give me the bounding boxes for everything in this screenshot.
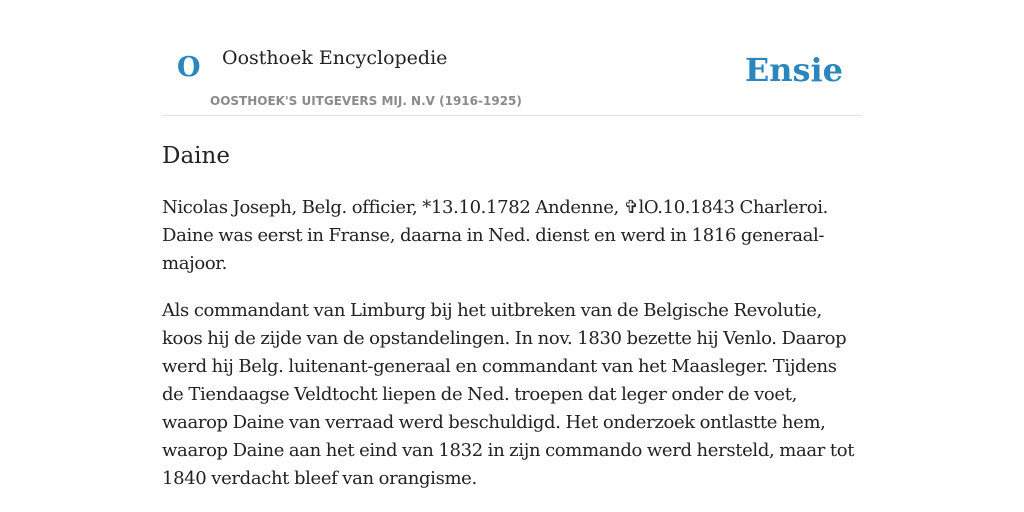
entry-paragraph: Als commandant van Limburg bij het uitbreken van de Belgische Revolutie, koos hij de zijde van de opstandelingen. In nov. 1830 bezette hij Venlo. Daarop werd hij Belg. luitenant-generaal en commandant van het Maasleger. Tijdens de Tiendaagse Veldtocht liepen de Ned. troepen dat leger onder de voet, waarop Daine van verraad werd beschuldigd. Het onderzoek ontlastte hem, waarop Daine aan het eind van 1832 in zijn commando werd hersteld, maar tot 1840 verdacht bleef van orangisme.: [162, 300, 855, 489]
entry-content: [162, 142, 862, 493]
site-header: [162, 0, 862, 116]
entry-paragraph: Nicolas Joseph, Belg. officier, *13.10.1782 Andenne, ✞lO.10.1843 Charleroi. Daine was eerst in Franse, daarna in Ned. dienst en werd in 1816 generaal-majoor.: [162, 197, 828, 274]
page-container: [162, 0, 862, 493]
oosthoek-logo-icon[interactable]: O: [177, 52, 201, 83]
publisher-subtitle: OOSTHOEK'S UITGEVERS MIJ. N.V (1916-1925): [210, 94, 522, 108]
entry-title: Daine: [162, 143, 230, 169]
encyclopedia-title[interactable]: Oosthoek Encyclopedie: [222, 47, 448, 69]
ensie-logo-link[interactable]: Ensie: [744, 51, 843, 89]
